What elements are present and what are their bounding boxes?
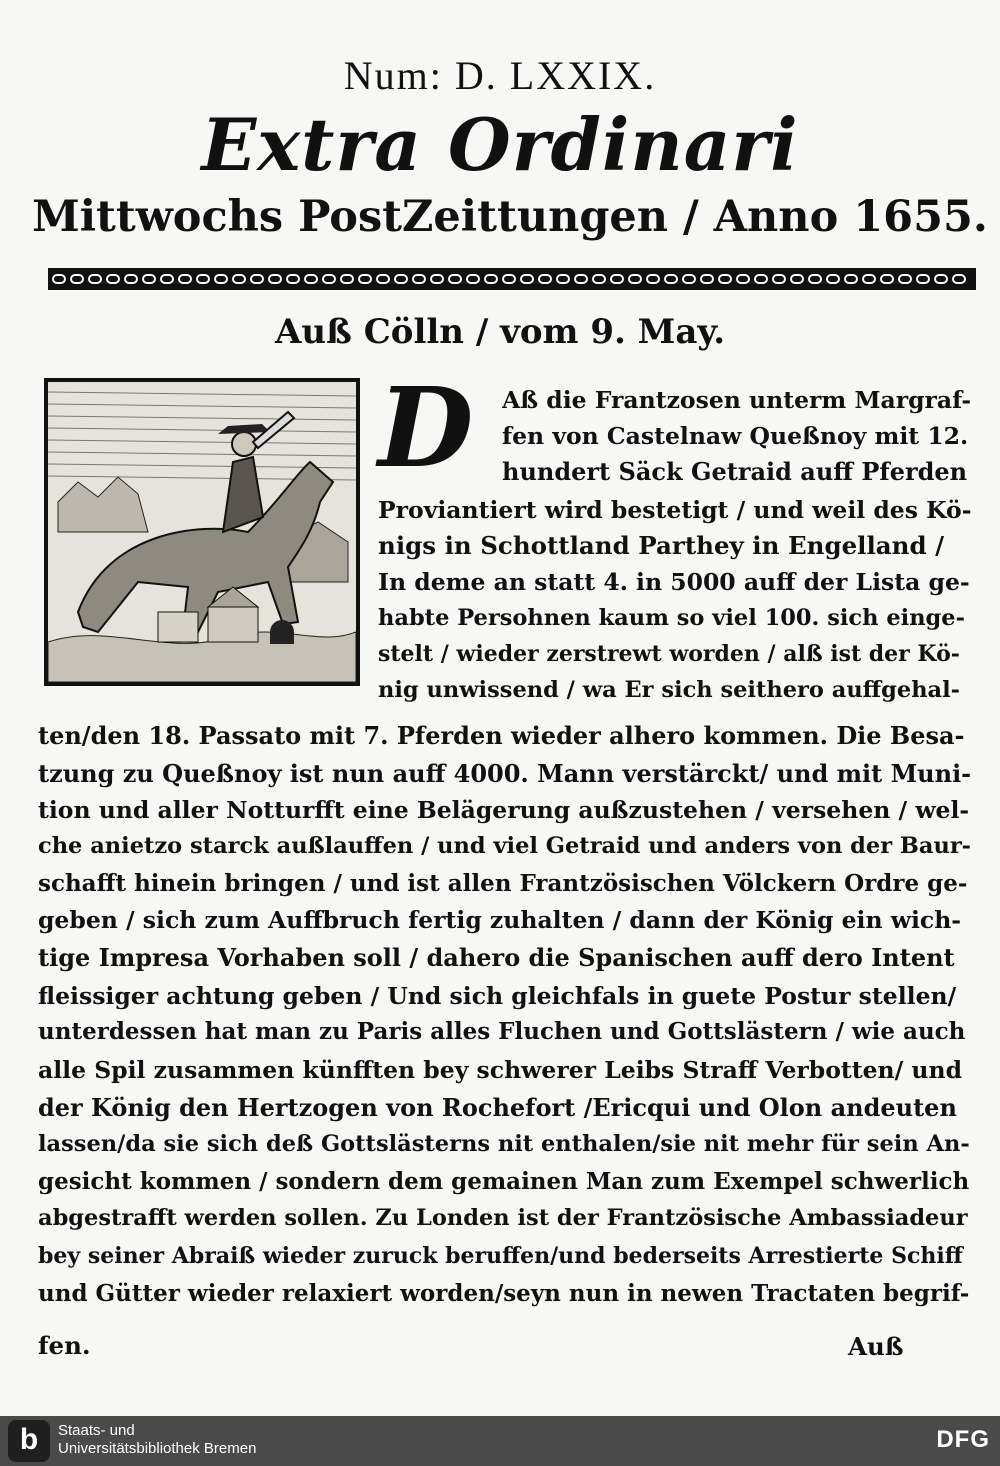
- rider-horn-woodcut: [48, 382, 356, 682]
- border-link: [88, 274, 102, 284]
- border-link: [844, 274, 858, 284]
- border-link: [592, 274, 606, 284]
- border-link: [574, 274, 588, 284]
- border-link: [322, 274, 336, 284]
- masthead-subtitle: Mittwochs PostZeittungen / Anno 1655.: [32, 192, 988, 242]
- border-link: [70, 274, 84, 284]
- border-link: [772, 274, 786, 284]
- article-line: tzung zu Queßnoy ist nun auff 4000. Mann verstärckt/ und mit Muni-: [38, 759, 972, 788]
- drop-cap: D: [378, 363, 474, 492]
- border-link: [484, 274, 498, 284]
- article-line: schafft hinein bringen / und ist allen Frantzösischen Völckern Ordre ge-: [38, 870, 968, 897]
- article-line: tion und aller Notturfft eine Belägerung außzustehen / versehen / wel-: [38, 796, 970, 824]
- library-name-line1: Staats- und: [58, 1422, 135, 1439]
- border-link: [142, 274, 156, 284]
- border-link: [430, 274, 444, 284]
- library-logo-icon[interactable]: b: [8, 1420, 50, 1462]
- border-link: [754, 274, 768, 284]
- article-line: ten/den 18. Passato mit 7. Pferden wieder alhero kommen. Die Besa-: [38, 721, 965, 750]
- article-line: geben / sich zum Auffbruch fertig zuhalten / dann der König ein wich-: [38, 906, 962, 934]
- border-link: [502, 274, 516, 284]
- article-line: abgestrafft werden sollen. Zu Londen ist der Frantzösische Ambassiadeur: [38, 1205, 968, 1231]
- border-link: [808, 274, 822, 284]
- article-line: stelt / wieder zerstrewt worden / alß ist der Kö-: [378, 641, 960, 667]
- border-link: [916, 274, 930, 284]
- article-line: und Gütter wieder relaxiert worden/seyn nun in newen Tractaten begrif-: [38, 1280, 970, 1307]
- article-line: fen.: [38, 1331, 91, 1360]
- border-link: [376, 274, 390, 284]
- article-line: hundert Säck Getraid auff Pferden: [502, 457, 968, 486]
- border-link: [214, 274, 228, 284]
- border-link: [862, 274, 876, 284]
- article-line: lassen/da sie sich deß Gottslästerns nit enthalen/sie nit mehr für sein An-: [38, 1131, 970, 1157]
- article-line: che anietzo starck außlauffen / und viel Getraid und anders von der Baur-: [38, 833, 972, 859]
- catchword: Auß: [848, 1332, 904, 1361]
- border-link: [358, 274, 372, 284]
- article-line: In deme an statt 4. in 5000 auff der Lista ge-: [378, 568, 970, 596]
- woodcut-illustration: [44, 378, 360, 686]
- border-link: [880, 274, 894, 284]
- issue-number: Num: D. LXXIX.: [343, 53, 657, 98]
- article-line: nig unwissend / wa Er sich seithero auffgehal-: [378, 677, 961, 703]
- border-link: [394, 274, 408, 284]
- border-link: [556, 274, 570, 284]
- border-link: [232, 274, 246, 284]
- border-link: [700, 274, 714, 284]
- dfg-logo[interactable]: DFG: [936, 1426, 990, 1453]
- border-link: [124, 274, 138, 284]
- border-link: [682, 274, 696, 284]
- border-link: [952, 274, 966, 284]
- article-line: unterdessen hat man zu Paris alles Fluchen und Gottslästern / wie auch: [38, 1018, 966, 1045]
- border-link: [466, 274, 480, 284]
- article-line: bey seiner Abraiß wieder zuruck beruffen/und bederseits Arrestierte Schiff: [38, 1243, 963, 1269]
- border-link: [106, 274, 120, 284]
- article-line: habte Persohnen kaum so viel 100. sich einge-: [378, 605, 965, 631]
- dateline: Auß Cölln / vom 9. May.: [274, 312, 726, 352]
- border-link: [304, 274, 318, 284]
- article-line: fen von Castelnaw Queßnoy mit 12.: [502, 422, 969, 450]
- article-line: alle Spil zusammen künfften bey schwerer Leibs Straff Verbotten/ und: [38, 1056, 963, 1084]
- border-link: [610, 274, 624, 284]
- footer-bar: [0, 1416, 1000, 1466]
- border-link: [196, 274, 210, 284]
- border-link: [286, 274, 300, 284]
- border-link: [268, 274, 282, 284]
- border-link: [160, 274, 174, 284]
- border-link: [178, 274, 192, 284]
- border-link: [628, 274, 642, 284]
- ornamental-border: [48, 268, 976, 290]
- article-line: Proviantiert wird bestetigt / und weil des Kö-: [378, 496, 972, 524]
- border-link: [412, 274, 426, 284]
- border-link: [898, 274, 912, 284]
- border-link: [718, 274, 732, 284]
- masthead-title: Extra Ordinari: [201, 102, 799, 187]
- article-line: fleissiger achtung geben / Und sich gleichfals in guete Postur stellen/: [38, 982, 957, 1010]
- border-link: [340, 274, 354, 284]
- border-link: [790, 274, 804, 284]
- library-name-line2: Universitätsbibliothek Bremen: [58, 1440, 257, 1457]
- border-link: [736, 274, 750, 284]
- border-link: [646, 274, 660, 284]
- border-link: [538, 274, 552, 284]
- article-line: nigs in Schottland Parthey in Engelland /: [378, 531, 945, 560]
- article-line: der König den Hertzogen von Rochefort /Ericqui und Olon andeuten: [38, 1093, 957, 1122]
- border-link: [664, 274, 678, 284]
- article-line: Aß die Frantzosen unterm Margraf-: [502, 386, 972, 414]
- border-link: [448, 274, 462, 284]
- border-link: [826, 274, 840, 284]
- article-line: tige Impresa Vorhaben soll / dahero die Spanischen auff dero Intent: [38, 943, 955, 972]
- border-link: [52, 274, 66, 284]
- border-link: [520, 274, 534, 284]
- border-link: [250, 274, 264, 284]
- border-link: [934, 274, 948, 284]
- article-line: gesicht kommen / sondern dem gemainen Man zum Exempel schwerlich: [38, 1168, 970, 1195]
